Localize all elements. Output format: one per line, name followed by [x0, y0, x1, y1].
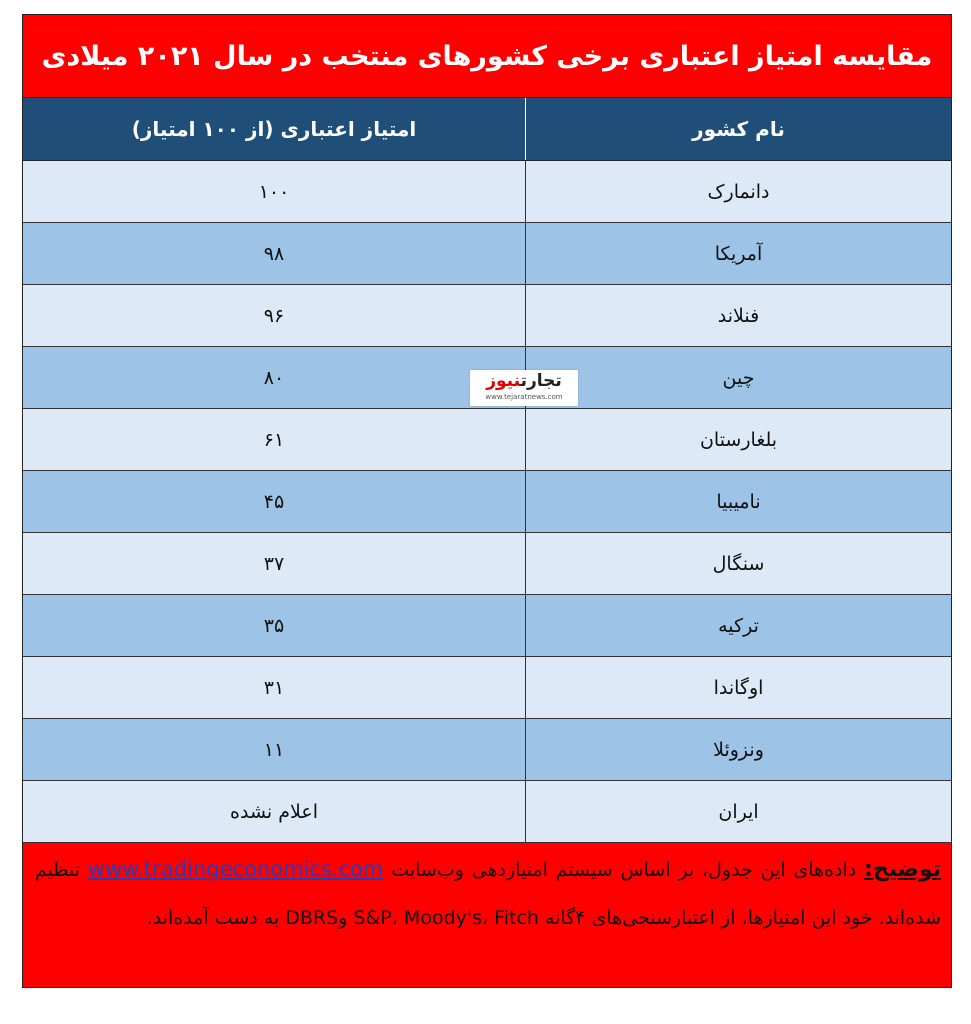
footnote-text-after-link: تنظیم شده‌اند. خود این امتیازها، از اعتبارسنجی‌های ۴گانه S&P، Moody's، Fitch وDBRS به دست آمده‌اند. — [35, 859, 941, 929]
table-header — [23, 98, 951, 161]
source-link[interactable]: www.tradingeconomics.com — [87, 857, 384, 881]
country-cell: بلغارستان — [525, 409, 951, 470]
credit-rating-table-frame — [22, 14, 952, 988]
country-cell: ترکیه — [525, 595, 951, 656]
score-cell: اعلام نشده — [230, 800, 318, 823]
table-row — [23, 719, 951, 781]
tejaratnews-logo — [470, 370, 578, 406]
country-cell: ونزوئلا — [525, 719, 951, 780]
logo-brand-part1: تجارت — [520, 371, 562, 391]
table-row — [23, 471, 951, 533]
table-row — [23, 285, 951, 347]
score-cell: ۱۱ — [263, 738, 285, 761]
country-cell: فنلاند — [525, 285, 951, 346]
score-cell: ۳۷ — [263, 552, 285, 575]
country-cell: نامیبیا — [525, 471, 951, 532]
country-cell: سنگال — [525, 533, 951, 594]
page-title: مقایسه امتیاز اعتباری برخی کشورهای منتخب در سال ۲۰۲۱ میلادی — [23, 15, 951, 98]
score-cell: ۳۵ — [263, 614, 285, 637]
score-cell: ۸۰ — [263, 366, 285, 389]
score-cell: ۱۰۰ — [258, 180, 290, 203]
score-cell: ۶۱ — [263, 428, 285, 451]
score-cell: ۹۸ — [263, 242, 285, 265]
table-row — [23, 781, 951, 843]
footnote-text-before-link: داده‌های این جدول، بر اساس سیستم امتیازدهی وب‌سایت — [383, 859, 865, 881]
header-score: امتیاز اعتباری (از ۱۰۰ امتیاز) — [131, 117, 417, 141]
country-cell: آمریکا — [525, 223, 951, 284]
table-row — [23, 595, 951, 657]
table-row — [23, 223, 951, 285]
logo-brand — [470, 370, 578, 392]
score-cell: ۴۵ — [263, 490, 285, 513]
score-cell: ۹۶ — [263, 304, 285, 327]
header-country: نام کشور — [525, 98, 951, 160]
logo-brand-part2: نیوز — [486, 371, 521, 391]
country-cell: ایران — [525, 781, 951, 842]
table-row — [23, 161, 951, 223]
table-row — [23, 409, 951, 471]
score-cell: ۳۱ — [263, 676, 285, 699]
country-cell: دانمارک — [525, 161, 951, 222]
table-row — [23, 657, 951, 719]
logo-url: www.tejaratnews.com — [485, 393, 563, 401]
country-cell: اوگاندا — [525, 657, 951, 718]
footnote-label: توضیح: — [864, 857, 941, 882]
table-row — [23, 533, 951, 595]
country-cell: چین — [525, 347, 951, 408]
footnote — [23, 843, 951, 987]
